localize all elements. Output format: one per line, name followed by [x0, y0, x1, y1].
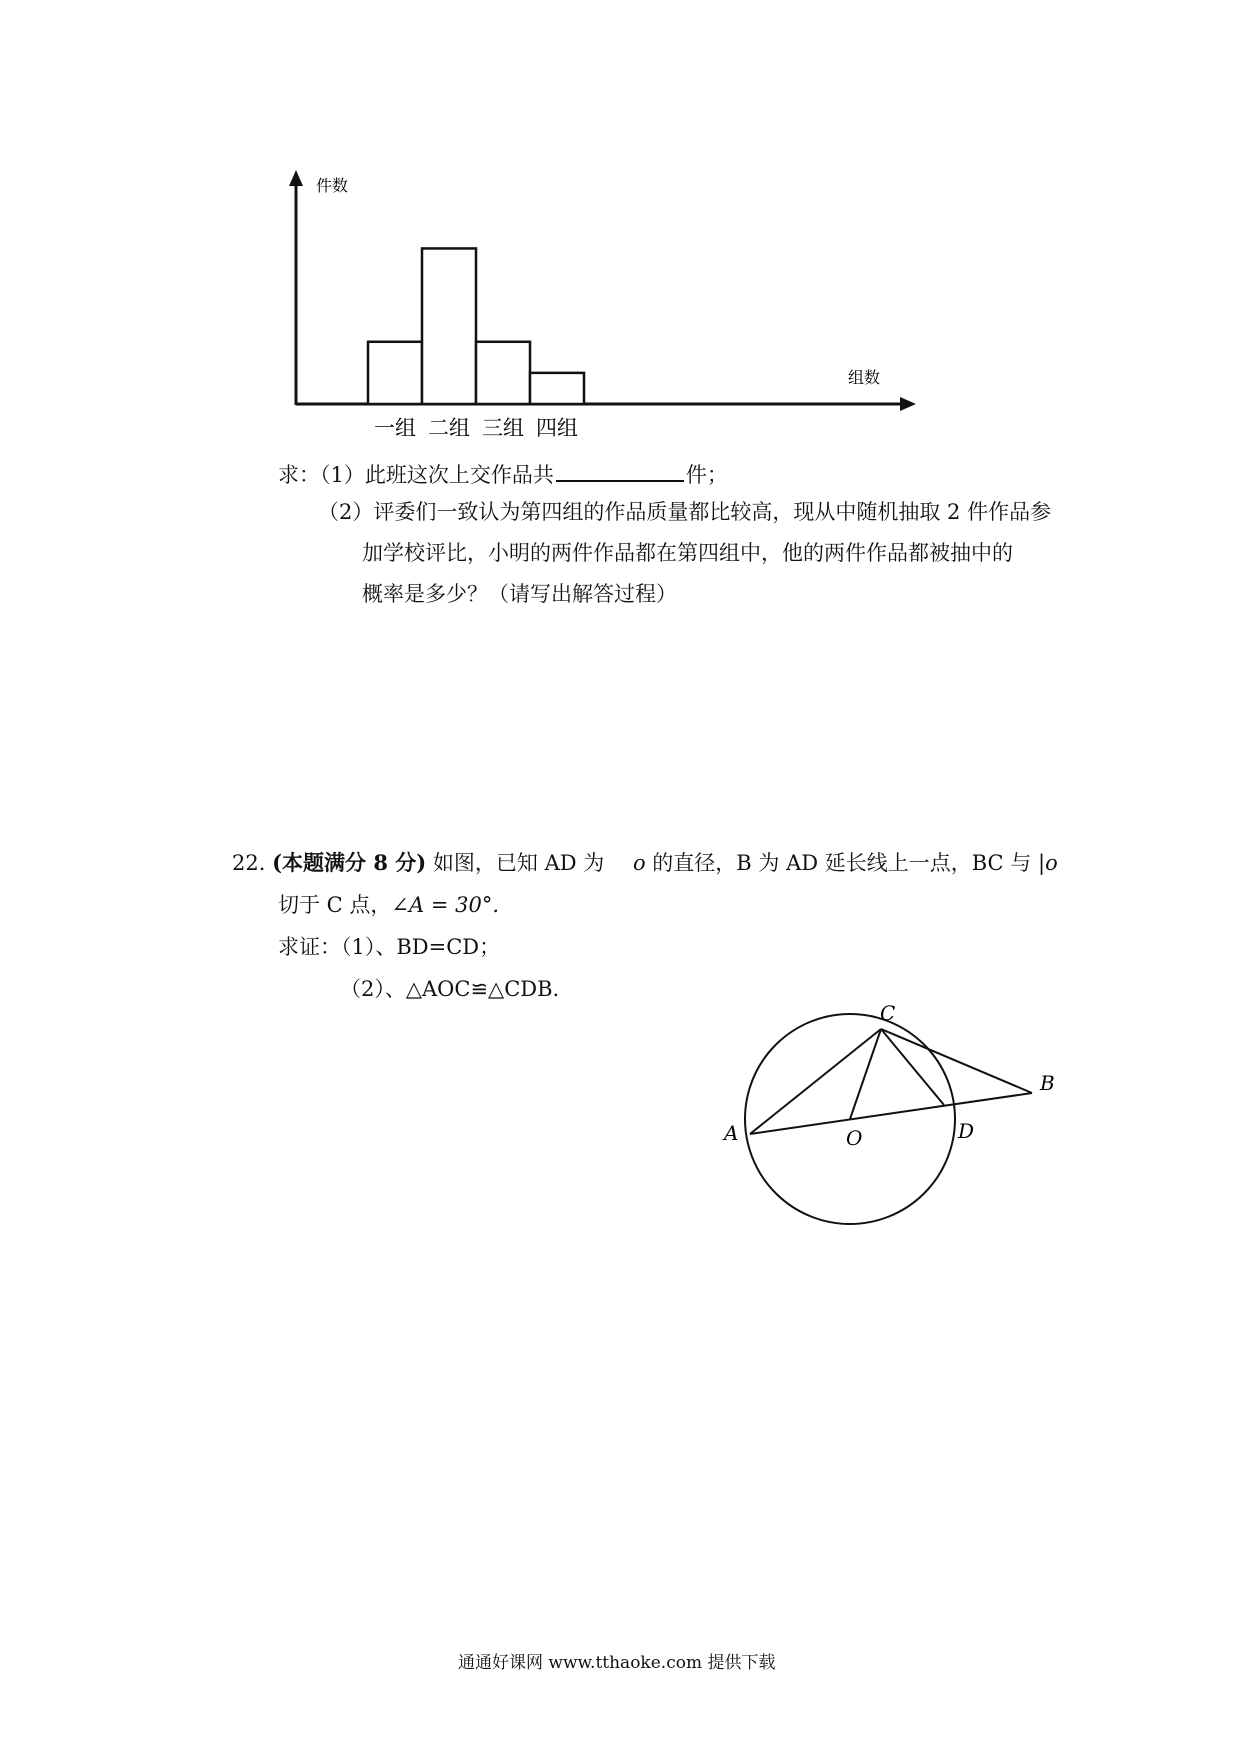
page-footer: 通通好课网 www.tthaoke.com 提供下载	[458, 1653, 776, 1673]
q22-prove-1: 求证：（1）、BD=CD；	[278, 935, 501, 959]
bar-2	[422, 248, 476, 404]
q22-line2	[278, 893, 499, 918]
x-axis-label: 组数	[848, 368, 881, 387]
category-label-2: 二组	[428, 416, 470, 440]
q21-ask-line	[278, 458, 728, 488]
q22-text-a: 如图，已知 AD 为	[432, 851, 605, 875]
chart-bars	[368, 248, 584, 404]
circle-symbol: o	[632, 851, 646, 875]
y-axis-arrow	[289, 170, 303, 186]
histogram-chart	[0, 0, 1240, 460]
q21-part2-line3: 概率是多少？（请写出解答过程）	[362, 582, 677, 606]
q22-points: (本题满分 8 分)	[272, 850, 427, 875]
segment-cb	[881, 1029, 1032, 1093]
point-label-o: O	[846, 1126, 863, 1150]
angle-condition: ∠A = 30°.	[391, 893, 500, 917]
answer-blank[interactable]	[556, 458, 684, 482]
point-label-b: B	[1040, 1071, 1055, 1095]
bar-4	[530, 373, 584, 404]
point-label-a: A	[724, 1121, 739, 1145]
q21-ask-unit: 件；	[685, 463, 728, 487]
q22-text-b: 的直径，B 为 AD 延长线上一点，BC 与	[652, 851, 1032, 875]
q22-prove-2: （2）、△AOC≌△CDB.	[340, 977, 560, 1001]
bar-3	[476, 342, 530, 404]
bar-1	[368, 342, 422, 404]
q22-number: 22.	[232, 851, 266, 875]
category-label-1: 一组	[374, 416, 416, 440]
category-label-3: 三组	[482, 416, 524, 440]
category-label-4: 四组	[536, 416, 578, 440]
segment-cd	[881, 1029, 944, 1105]
y-axis-label: 件数	[316, 176, 349, 195]
point-label-d: D	[958, 1119, 975, 1143]
q21-part2-line2: 加学校评比，小明的两件作品都在第四组中，他的两件作品都被抽中的	[362, 541, 1013, 565]
q22-line1	[232, 850, 1058, 876]
q21-ask-text: 求：（1）此班这次上交作品共	[278, 463, 554, 487]
point-label-c: C	[880, 1001, 896, 1025]
circle-symbol-2: |o	[1038, 851, 1058, 875]
q22-line2-text: 切于 C 点，	[278, 893, 392, 917]
geometry-figure	[700, 990, 1080, 1230]
x-axis-arrow	[900, 397, 916, 411]
q21-part2-line1: （2）评委们一致认为第四组的作品质量都比较高，现从中随机抽取 2 件作品参	[318, 500, 1052, 524]
chart-category-labels	[374, 416, 578, 440]
